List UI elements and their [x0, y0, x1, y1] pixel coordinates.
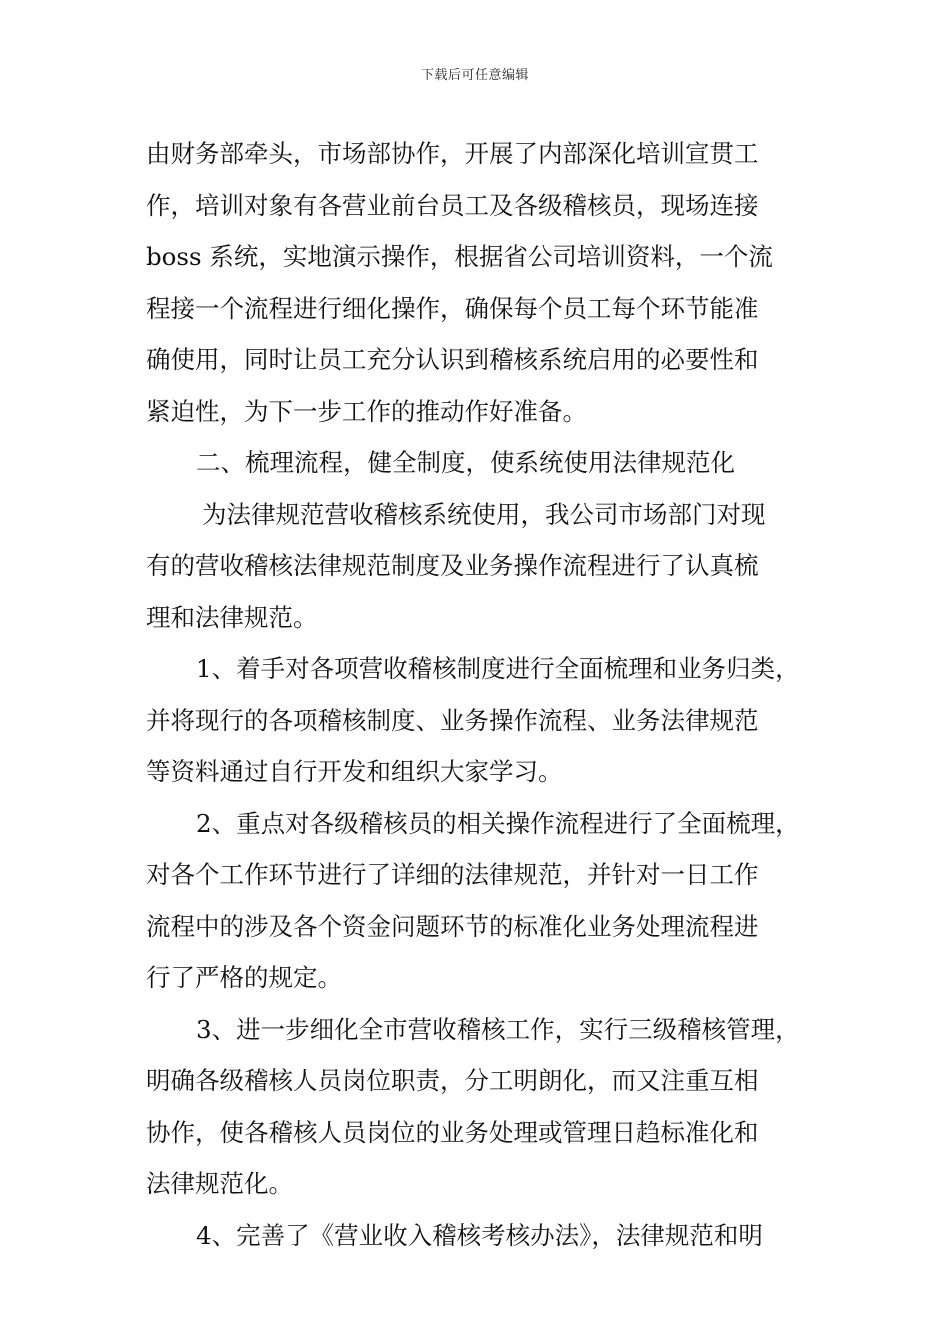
text-line: 对各个工作环节进行了详细的法律规范，并针对一日工作: [146, 860, 759, 889]
text-line: 为法律规范营收稽核系统使用，我公司市场部门对现: [202, 499, 766, 529]
list-item-2: 2、重点对各级稽核员的相关操作流程进行了全面梳理，: [196, 808, 800, 838]
text-line: 等资料通过自行开发和组织大家学习。: [146, 757, 563, 786]
text-line: 程接一个流程进行细化操作，确保每个员工每个环节能准: [146, 293, 759, 323]
text-line: 由财务部牵头，市场部协作，开展了内部深化培训宣贯工: [146, 139, 759, 168]
text-line: 明确各级稽核人员岗位职责，分工明朗化，而又注重互相: [146, 1066, 759, 1095]
text-line: 理和法律规范。: [146, 602, 318, 632]
header-note: 下载后可任意编辑: [420, 68, 529, 83]
section-heading: 二、梳理流程，健全制度，使系统使用法律规范化: [196, 448, 735, 477]
text-line: 行了严格的规定。: [146, 963, 342, 992]
text-line: 并将现行的各项稽核制度、业务操作流程、业务法律规范: [146, 705, 759, 735]
list-item-3: 3、进一步细化全市营收稽核工作，实行三级稽核管理，: [196, 1014, 800, 1044]
text-line: 紧迫性，为下一步工作的推动作好准备。: [146, 396, 587, 426]
text-line: 流程中的涉及各个资金问题环节的标准化业务处理流程进: [146, 911, 759, 941]
text-line: 确使用，同时让员工充分认识到稽核系统启用的必要性和: [146, 345, 759, 374]
text-line: 有的营收稽核法律规范制度及业务操作流程进行了认真梳: [146, 551, 759, 580]
text-line: boss 系统，实地演示操作，根据省公司培训资料，一个流: [146, 242, 773, 271]
text-line: 作，培训对象有各营业前台员工及各级稽核员，现场连接: [146, 190, 759, 220]
list-item-1: 1、着手对各项营收稽核制度进行全面梳理和业务归类，: [196, 654, 800, 683]
list-item-4: 4、完善了《营业收入稽核考核办法》，法律规范和明: [196, 1220, 763, 1250]
document-body: [146, 128, 814, 1261]
text-line: 协作，使各稽核人员岗位的业务处理或管理日趋标准化和: [146, 1117, 759, 1147]
text-line: 法律规范化。: [146, 1169, 293, 1198]
